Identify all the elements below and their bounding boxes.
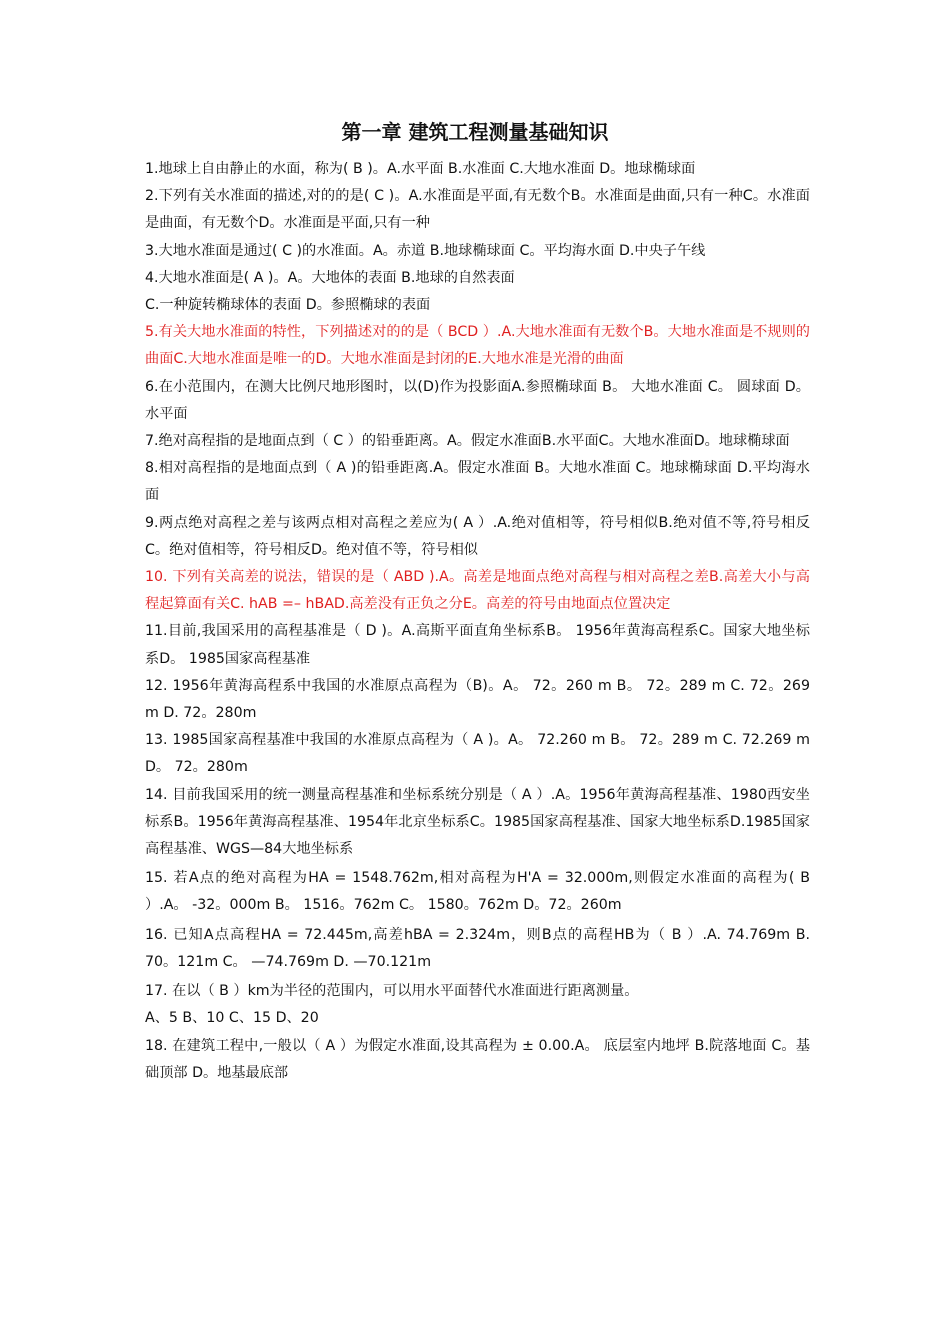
question-10: 10. 下列有关高差的说法，错误的是（ ABD ).A。高差是地面点绝对高程与相对高程之差B.高差大小与高程起算面有关C. hAB =– hBAD.高差没有正负之分E。高差的符号由地面点位置决定: [145, 569, 810, 613]
question-14: 14. 目前我国采用的统一测量高程基准和坐标系统分别是（ A ）.A。1956年黄海高程基准、1980西安坐标系B。1956年黄海高程基准、1954年北京坐标系C。1985国家高程基准、国家大地坐标系D.1985国家高程基准、WGS—84大地坐标系: [145, 786, 810, 858]
question-4-options: C.一种旋转椭球体的表面 D。参照椭球的表面: [145, 297, 431, 314]
question-12: 12. 1956年黄海高程系中我国的水准原点高程为（B)。A。 72。260 m B。 72。289 m C. 72。269 m D. 72。280m: [145, 677, 810, 722]
question-18: 18. 在建筑工程中,一般以（ A ）为假定水准面,设其高程为 ± 0.00.A。 底层室内地坪 B.院落地面 C。基础顶部 D。地基最底部: [145, 1037, 810, 1081]
question-17: 17. 在以（ B ）km为半径的范围内，可以用水平面替代水准面进行距离测量。: [145, 983, 639, 1000]
question-4: 4.大地水准面是( A )。A。大地体的表面 B.地球的自然表面: [145, 269, 515, 286]
question-16: 16. 已知A点高程HA = 72.445m,高差hBA = 2.324m，则B点的高程HB为（ B ）.A. 74.769m B. 70。121m C。 —74.769m D. —70.121m: [145, 926, 810, 970]
question-8: 8.相对高程指的是地面点到（ A )的铅垂距离.A。假定水准面 B。大地水准面 C。地球椭球面 D.平均海水面: [145, 460, 810, 504]
question-11: 11.目前,我国采用的高程基准是（ D )。A.高斯平面直角坐标系B。 1956年黄海高程系C。国家大地坐标系D。 1985国家高程基准: [145, 623, 810, 667]
question-7: 7.绝对高程指的是地面点到（ C ）的铅垂距离。A。假定水准面B.水平面C。大地水准面D。地球椭球面: [145, 433, 790, 450]
question-17-options: A、5 B、10 C、15 D、20: [145, 1010, 319, 1027]
question-6: 6.在小范围内，在测大比例尺地形图时，以(D)作为投影面A.参照椭球面 B。 大地水准面 C。 圆球面 D。 水平面: [145, 378, 810, 422]
question-9: 9.两点绝对高程之差与该两点相对高程之差应为( A ）.A.绝对值相等，符号相似B.绝对值不等,符号相反C。绝对值相等，符号相反D。绝对值不等，符号相似: [145, 514, 810, 558]
question-13: 13. 1985国家高程基准中我国的水准原点高程为（ A )。A。 72.260 m B。 72。289 m C. 72.269 m D。 72。280m: [145, 732, 810, 776]
question-5: 5.有关大地水准面的特性，下列描述对的的是（ BCD ）.A.大地水准面有无数个B。大地水准面是不规则的曲面C.大地水准面是唯一的D。大地水准面是封闭的E.大地水准是光滑的曲面: [145, 324, 810, 368]
chapter-title: 第一章 建筑工程测量基础知识: [341, 120, 609, 144]
question-15: 15. 若A点的绝对高程为HA = 1548.762m,相对高程为H'A = 32.000m,则假定水准面的高程为( B ）.A。 -32。000m B。 1516。762m C。 1580。762m D。72。260m: [145, 870, 810, 914]
question-3: 3.大地水准面是通过( C )的水准面。A。赤道 B.地球椭球面 C。平均海水面 D.中央子午线: [145, 242, 706, 259]
question-2: 2.下列有关水准面的描述,对的的是( C )。A.水准面是平面,有无数个B。水准面是曲面,只有一种C。水准面是曲面，有无数个D。水准面是平面,只有一种: [145, 188, 810, 232]
question-list: [145, 156, 810, 1087]
question-1: 1.地球上自由静止的水面，称为( B )。A.水平面 B.水准面 C.大地水准面 D。地球椭球面: [145, 161, 696, 177]
